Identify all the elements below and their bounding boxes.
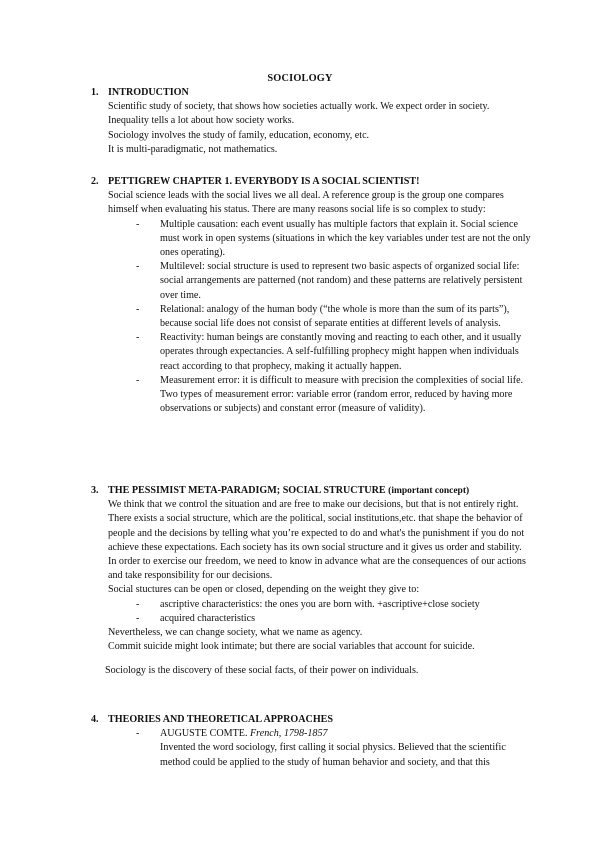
section-introduction: [91, 86, 531, 157]
section-pessimist-meta-paradigm: [91, 484, 531, 679]
section-body: [91, 100, 531, 157]
paragraph: Social science leads with the social lives we all deal. A reference group is the group one compares himself when evaluating his status. There are many reasons social life is so complex to study:: [108, 190, 504, 216]
list-item: - Multiple causation: each event usually has multiple factors that explain it. Social science must work in open systems (situations in which the key variables under test are not the only ones operating).: [160, 218, 531, 261]
section-number: 1.: [91, 87, 99, 98]
section-body: [91, 727, 531, 770]
paragraph: It is multi-paradigmatic, not mathematics.: [108, 143, 278, 155]
section-body: [91, 498, 531, 654]
list-item: - acquired characteristics: [160, 612, 531, 626]
section-pettigrew: [91, 175, 531, 416]
paragraph: There exists a social structure, which are the political, social institutions,etc. that shape the behavior of people and the decisions by telling what you’re expected to do and what's the punishment if you do not achieve these expectations. Each society has its own social structure and it gives us order and stability. In order to exercise our freedom, we need to know in advance what are the consequences of our actions and take responsibility for our decisions.: [108, 513, 526, 582]
paragraph: Sociology involves the study of family, education, economy, etc.: [108, 129, 370, 141]
section-number: 3.: [91, 485, 99, 496]
section-heading: [91, 484, 531, 498]
section-heading: [91, 175, 531, 189]
section-heading: [91, 713, 531, 727]
document-title: SOCIOLOGY: [267, 73, 333, 84]
section-title: THE PESSIMIST META-PARADIGM; SOCIAL STRUCTURE: [108, 485, 386, 496]
dash-list: [108, 727, 531, 770]
dash-list: [108, 598, 531, 626]
list-item: - Multilevel: social structure is used to represent two basic aspects of organized social life: social arrangements are patterned (not random) and these patterns are relatively persistent over time.: [160, 260, 531, 303]
paragraph: Scientific study of society, that shows how societies actually work. We expect order in society. Inequality tells a lot about how society works.: [108, 101, 490, 127]
list-item: - Relational: analogy of the human body (“the whole is more than the sum of its parts”), because social life does not consist of separate entities at different levels of analysis.: [160, 303, 531, 331]
section-heading: [91, 86, 531, 100]
person-description: Invented the word sociology, first calling it social physics. Believed that the scientific method could be applied to the study of human behavior and society, and that this: [160, 742, 506, 768]
section-body: [91, 189, 531, 416]
section-theories: [91, 713, 531, 770]
list-item: - Measurement error: it is difficult to measure with precision the complexities of social life. Two types of measurement error: variable error (random error, reduced by having more observations or subjects) and constant error (measure of validity).: [160, 374, 531, 417]
dash-list: [108, 218, 531, 417]
paragraph: Commit suicide might look intimate; but there are social variables that account for suicide.: [108, 641, 475, 653]
paragraph: Nevertheless, we can change society, what we name as agency.: [108, 627, 363, 639]
list-item: - ascriptive characteristics: the ones you are born with. +ascriptive+close society: [160, 598, 531, 612]
person-meta: French, 1798-1857: [250, 728, 328, 740]
closing-paragraph: Sociology is the discovery of these social facts, of their power on individuals.: [105, 665, 419, 677]
person-name: AUGUSTE COMTE.: [160, 728, 248, 740]
section-title: INTRODUCTION: [108, 87, 189, 98]
list-item: [160, 727, 531, 770]
section-heading-note: (important concept): [388, 486, 470, 496]
paragraph: We think that we control the situation and are free to make our decisions, but that is not entirely right.: [108, 499, 519, 511]
section-number: 2.: [91, 176, 99, 187]
section-title: PETTIGREW CHAPTER 1. EVERYBODY IS A SOCIAL SCIENTIST!: [108, 176, 420, 187]
list-item: - Reactivity: human beings are constantly moving and reacting to each other, and it usually operates through expectancies. A self-fulfilling prophecy might happen when individuals react according to that prophecy, making it actually happen.: [160, 331, 531, 374]
section-number: 4.: [91, 714, 99, 725]
paragraph: Social stuctures can be open or closed, depending on the weight they give to:: [108, 584, 420, 596]
section-title: THEORIES AND THEORETICAL APPROACHES: [108, 714, 334, 725]
